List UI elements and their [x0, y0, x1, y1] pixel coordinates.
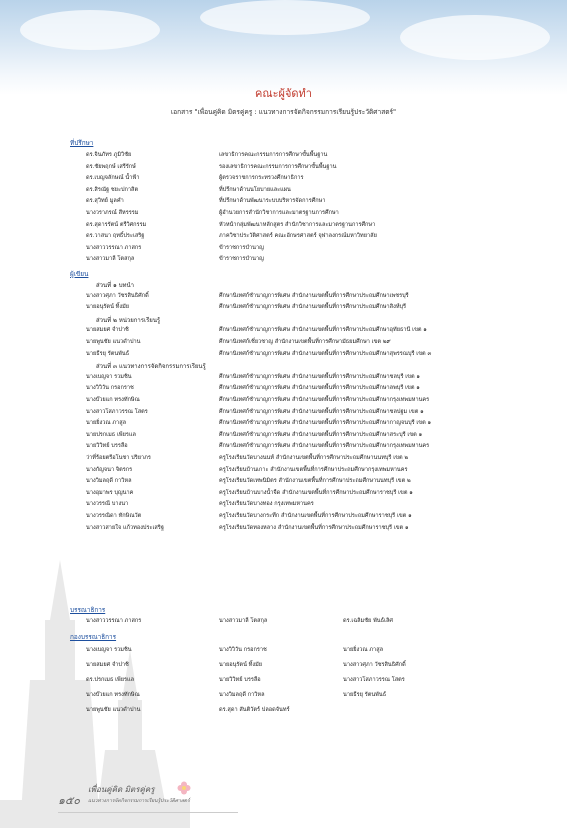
section-heading-advisors: ที่ปรึกษา: [70, 139, 94, 147]
person-name: นางอุมาพร บุญนาค: [86, 489, 134, 496]
co-editor-name: ดร.สุดา สันติวัตร์ ปลอดจันทร์: [219, 707, 290, 713]
person-name: นายสมยศ จำปาชิ: [86, 327, 129, 334]
co-editor-name: นายยิ่งวณ ภาสูล: [343, 647, 384, 653]
person-name: ดร.วาสนา ฤทธิ์ประเสริฐ: [86, 233, 145, 240]
credit-row: [86, 431, 486, 441]
person-position: ที่ปรึกษาด้านนโยบายและแผน: [219, 186, 291, 193]
person-name: นางสาววรรณา ภาสกร: [86, 244, 142, 251]
co-editor-name: นายพูนชัย แนวดำปาน: [86, 707, 141, 713]
person-position: ศึกษานิเทศก์ชำนาญการพิเศษ สำนักงานเขตพื้นที่การศึกษาประถมศึกษาชลปฐม เขต ๑: [219, 408, 424, 415]
credit-row: [86, 255, 486, 265]
person-position: ศึกษานิเทศก์ชำนาญการพิเศษ สำนักงานเขตพื้นที่การศึกษาประถมศึกษากรุงเทพมหานคร: [219, 443, 430, 450]
co-editor-name: ดร.ปรกเมธ เพียรแล: [86, 677, 135, 683]
credit-row: [86, 454, 486, 464]
person-name: นายวิวิทย์ บรรลือ: [86, 443, 128, 450]
credit-row: [86, 232, 486, 242]
person-position: ศึกษานิเทศก์ชำนาญการพิเศษ สำนักงานเขตพื้นที่การศึกษาประถมศึกษาเพชรบุรี: [219, 292, 409, 299]
credit-row: [86, 442, 486, 452]
credit-row: [86, 326, 486, 336]
person-position: ข้าราชการบำนาญ: [219, 244, 264, 251]
person-name: นายธีรยุ รัตนพันธ์: [86, 350, 130, 357]
section-heading-authors: ผู้เขียน: [70, 270, 89, 278]
credit-row: [86, 350, 486, 360]
page-title: คณะผู้จัดทำ: [255, 87, 312, 100]
person-name: นายปรกเมธ เพียรแล: [86, 431, 136, 438]
person-name: นางสาวโสภาวรรณ โสตร: [86, 408, 148, 415]
credit-row: [86, 419, 486, 429]
document-subtitle: เอกสาร "เพื่อนคู่คิด มิตรคู่ครู : แนวทางการจัดกิจกรรมการเรียนรู้ประวัติศาสตร์": [170, 108, 397, 116]
credit-row: [86, 244, 486, 254]
person-position: ศึกษานิเทศก์ชำนาญการพิเศษ สำนักงานเขตพื้นที่การศึกษาประถมศึกษาอุทัยธานี เขต ๑: [219, 327, 427, 334]
person-name: ดร.สิรณัฐ ชยะปกาสิต: [86, 186, 139, 193]
credit-row: [86, 163, 486, 173]
person-position: ศึกษานิเทศก์เชี่ยวชาญ สำนักงานเขตพื้นที่การศึกษามัธยมศึกษา เขต ๒๙: [219, 339, 391, 345]
co-editor-name: นางวิมลฤดี กาวิหล: [219, 692, 265, 698]
person-position: ครูโรงเรียนบ้านบางน้ำจืด สำนักงานเขตพื้นที่การศึกษาประถมศึกษาราชบุรี เขต ๑: [219, 489, 413, 496]
co-editor-name: นางบ๊วยแก ทรงทักษิณ: [86, 692, 140, 698]
editor-name: นางสาวมาลี โตสกุล: [219, 618, 268, 624]
person-name: นางเบญจา รวมชิน: [86, 373, 132, 380]
credit-row: [86, 151, 486, 161]
credit-row: [86, 174, 486, 184]
person-name: นางสาวศุภา วัชรสินธิศักดิ์: [86, 292, 149, 299]
co-editor-name: นายสมยศ จำปาชิ: [86, 662, 129, 668]
person-position: ศึกษานิเทศก์ชำนาญการพิเศษ สำนักงานเขตพื้นที่การศึกษาประถมศึกษาสระบุรี เขต ๑: [219, 431, 423, 438]
person-position: ครูโรงเรียนวัดบางทอง กรุงเทพมหานคร: [219, 501, 314, 508]
person-name: ดร.เบญจลักษณ์ น้ำฟ้า: [86, 175, 140, 182]
person-position: ที่ปรึกษาด้านพัฒนาระบบบริหารจัดการศึกษา: [219, 198, 326, 205]
co-editor-name: นางสาวศุภา วัชรสินธิศักดิ์: [343, 662, 406, 668]
person-position: ศึกษานิเทศก์ชำนาญการพิเศษ สำนักงานเขตพื้นที่การศึกษาประถมศึกษาสิงห์บุรี: [219, 304, 407, 311]
person-name: นางวิวิวัน กรอกราช: [86, 385, 134, 392]
person-position: ผู้อำนวยการสำนักวิชาการและมาตรฐานการศึกษา: [219, 210, 339, 216]
person-name: นางวราภรณ์ สีหรรรม: [86, 210, 139, 216]
person-position: ศึกษานิเทศก์ชำนาญการพิเศษ สำนักงานเขตพื้นที่การศึกษาประถมศึกษากรุงเทพมหานคร: [219, 397, 430, 403]
co-editor-name: นางวิวิวัน กรอกราช: [219, 647, 267, 653]
footer-tagline: แนวทางการจัดกิจกรรมการเรียนรู้ประวัติศาสตร์: [88, 798, 190, 804]
person-position: ครูโรงเรียนวัดบางกระทึก สำนักงานเขตพื้นที่การศึกษาประถมศึกษาราชบุรี เขต ๑: [219, 513, 412, 519]
flower-icon: [177, 781, 191, 795]
person-position: หัวหน้ากลุ่มพัฒนาหลักสูตร สำนักวิชาการและมาตรฐานการศึกษา: [219, 221, 376, 228]
person-position: ศึกษานิเทศก์ชำนาญการพิเศษ สำนักงานเขตพื้นที่การศึกษาประถมศึกษาสุพรรณบุรี เขต ๓: [219, 350, 432, 357]
credit-row: [86, 524, 486, 534]
credit-row: [86, 489, 486, 499]
credit-row: [86, 292, 486, 302]
section-heading-co-editors: กองบรรณาธิการ: [70, 633, 117, 641]
person-name: นายพูนชัย แนวดำปาน: [86, 339, 141, 345]
person-name: นางกัญจนา จิตรกร: [86, 466, 133, 473]
credit-row: [86, 477, 486, 487]
co-editor-name: นายธีรยุ รัตนพันธ์: [343, 692, 387, 698]
credit-row: [86, 384, 486, 394]
co-editor-name: นายอนุรัตน์ ทิ้งมัย: [219, 662, 263, 668]
person-name: นางบ๊วยแก ทรงทักษิณ: [86, 397, 140, 403]
credit-row: [86, 338, 486, 348]
co-editor-name: นางสาวโสภาวรรณ โสตร: [343, 677, 405, 683]
credit-row: [86, 186, 486, 196]
person-position: ครูโรงเรียนบ้านเกาะ สำนักงานเขตพื้นที่การศึกษาประถมศึกษากรุงเทพมหานคร: [219, 466, 408, 473]
person-position: ศึกษานิเทศก์ชำนาญการพิเศษ สำนักงานเขตพื้นที่การศึกษาประถมศึกษาชลบุรี เขต ๑: [219, 373, 420, 380]
person-position: ภาควิชาประวัติศาสตร์ คณะอักษรศาสตร์ จุฬาลงกรณ์มหาวิทยาลัย: [219, 233, 377, 240]
credit-row: [86, 408, 486, 418]
credit-row: [86, 197, 486, 207]
person-name: ว่าที่ร้อยตรีอโนชา ปริยาภร: [86, 455, 151, 461]
person-position: ผู้ตรวจราชการกระทรวงศึกษาธิการ: [219, 175, 304, 182]
person-name: ดร.จินภัทร ภูมิวิชัย: [86, 152, 132, 158]
section-heading-editors: บรรณาธิการ: [70, 606, 106, 614]
credit-row: [86, 209, 486, 219]
credit-row: [86, 512, 486, 522]
person-name: นางสาวมาลี โตสกุล: [86, 256, 135, 263]
credit-row: [86, 303, 486, 313]
person-name: นางวรรณี บางนา: [86, 501, 129, 508]
credit-row: [86, 396, 486, 406]
credit-row: [86, 466, 486, 476]
person-name: นางวรรณิดา ทักษิณวัต: [86, 513, 142, 519]
co-editor-name: นางเบญจา รวมชิน: [86, 647, 132, 653]
author-group-heading: ส่วนที่ ๑ บทนำ: [96, 282, 134, 289]
person-name: นางวิมลฤดี กาวิหล: [86, 478, 132, 485]
person-position: ข้าราชการบำนาญ: [219, 256, 264, 263]
person-name: นางสาวสายใจ แก้วทองประเสริฐ: [86, 524, 164, 531]
credit-row: [86, 221, 486, 231]
person-position: เลขาธิการคณะกรรมการการศึกษาขั้นพื้นฐาน: [219, 152, 328, 158]
author-group-heading: ส่วนที่ ๒ หน่วยการเรียนรู้: [96, 316, 161, 324]
person-position: ครูโรงเรียนวัดเทพนิมิตร สำนักงานเขตพื้นที่การศึกษาประถมศึกษานนทบุรี เขต ๒: [219, 478, 411, 485]
page-number: ๑๕๐: [58, 794, 81, 807]
credit-row: [86, 373, 486, 383]
credit-row: [86, 500, 486, 510]
person-name: ดร.ชัยพฤกษ์ เสรีรักษ์: [86, 163, 136, 170]
header-sky-background: [0, 0, 567, 95]
editor-name: นางสาววรรณา ภาสกร: [86, 618, 142, 624]
editor-name: ดร.เฉลิมชัย พันธ์เลิศ: [343, 618, 393, 624]
footer-divider: [58, 812, 238, 813]
person-position: ศึกษานิเทศก์ชำนาญการพิเศษ สำนักงานเขตพื้นที่การศึกษาประถมศึกษาลพบุรี เขต ๑: [219, 385, 420, 392]
person-position: ศึกษานิเทศก์ชำนาญการพิเศษ สำนักงานเขตพื้นที่การศึกษาประถมศึกษากาญจนบุรี เขต ๑: [219, 420, 432, 427]
co-editor-name: นายวิวิทย์ บรรลือ: [219, 677, 261, 683]
author-group-heading: ส่วนที่ ๓ แนวทางการจัดกิจกรรมการเรียนรู้: [96, 363, 206, 371]
person-name: นายยิ่งวณ ภาสูล: [86, 420, 127, 427]
person-name: ดร.สุวิทย์ มูลคำ: [86, 198, 124, 205]
footer-brand: เพื่อนคู่คิด มิตรคู่ครู: [88, 785, 155, 794]
person-position: รองเลขาธิการคณะกรรมการการศึกษาขั้นพื้นฐาน: [219, 163, 337, 170]
person-position: ครูโรงเรียนวัดทองหลาง สำนักงานเขตพื้นที่การศึกษาประถมศึกษาราชบุรี เขต ๑: [219, 524, 409, 531]
person-position: ครูโรงเรียนวัดบางนนท์ สำนักงานเขตพื้นที่การศึกษาประถมศึกษานนทบุรี เขต ๒: [219, 455, 409, 461]
person-name: นายอนุรัตน์ ทิ้งมัย: [86, 304, 130, 311]
person-name: ดร.สุดารรัตน์ ตรีวิศกรรม: [86, 221, 147, 228]
